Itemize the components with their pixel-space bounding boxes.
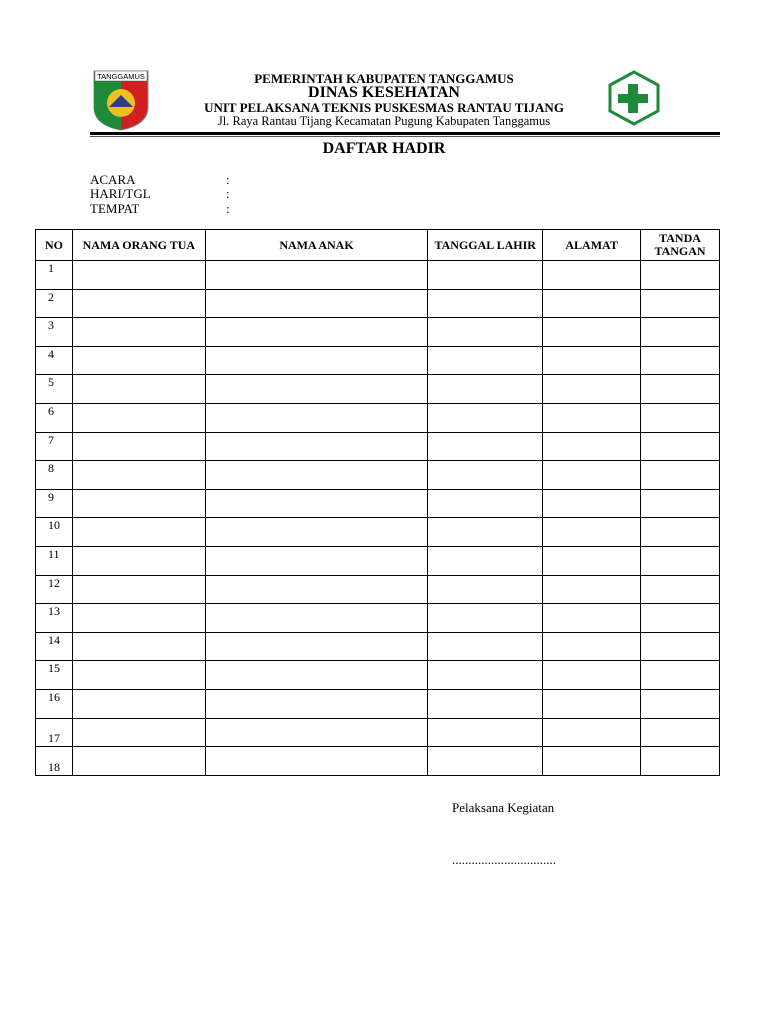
unit-name: UNIT PELAKSANA TEKNIS PUSKESMAS RANTAU TIJANG (204, 100, 564, 115)
row-number: 7 (36, 432, 73, 461)
blank-cell (543, 318, 641, 347)
blank-cell (641, 518, 720, 547)
blank-cell (72, 432, 205, 461)
blank-cell (428, 346, 543, 375)
blank-cell (205, 461, 428, 490)
row-number: 11 (36, 546, 73, 575)
blank-cell (641, 432, 720, 461)
column-header: ALAMAT (543, 230, 641, 261)
row-number: 14 (36, 632, 73, 661)
blank-cell (641, 632, 720, 661)
blank-cell (72, 689, 205, 718)
blank-cell (72, 604, 205, 633)
info-label-acara: ACARA (90, 172, 136, 187)
table-row (36, 661, 720, 690)
blank-cell (543, 289, 641, 318)
column-header: NAMA ANAK (205, 230, 428, 261)
blank-cell (205, 747, 428, 776)
row-number: 15 (36, 661, 73, 690)
blank-cell (543, 632, 641, 661)
info-colon: : (226, 201, 230, 216)
table-row (36, 518, 720, 547)
blank-cell (641, 575, 720, 604)
blank-cell (543, 661, 641, 690)
table-row (36, 718, 720, 747)
row-number: 4 (36, 346, 73, 375)
blank-cell (543, 546, 641, 575)
blank-cell (641, 375, 720, 404)
blank-cell (428, 661, 543, 690)
row-number: 17 (36, 718, 73, 747)
blank-cell (205, 689, 428, 718)
row-number: 1 (36, 261, 73, 290)
blank-cell (641, 604, 720, 633)
blank-cell (428, 432, 543, 461)
blank-cell (72, 261, 205, 290)
blank-cell (428, 261, 543, 290)
blank-cell (428, 375, 543, 404)
blank-cell (72, 489, 205, 518)
table-row (36, 403, 720, 432)
info-colon: : (226, 186, 230, 201)
blank-cell (641, 261, 720, 290)
table-row (36, 689, 720, 718)
row-number: 8 (36, 461, 73, 490)
table-row (36, 546, 720, 575)
blank-cell (72, 661, 205, 690)
blank-cell (428, 718, 543, 747)
blank-cell (428, 632, 543, 661)
blank-cell (72, 747, 205, 776)
table-row (36, 461, 720, 490)
organizer-label: Pelaksana Kegiatan (452, 800, 555, 815)
table-row (36, 261, 720, 290)
header-rule (90, 132, 720, 135)
blank-cell (72, 461, 205, 490)
blank-cell (205, 661, 428, 690)
agency-name: DINAS KESEHATAN (308, 84, 460, 101)
blank-cell (641, 318, 720, 347)
blank-cell (72, 318, 205, 347)
table-row (36, 575, 720, 604)
blank-cell (641, 747, 720, 776)
blank-cell (641, 346, 720, 375)
blank-cell (72, 518, 205, 547)
blank-cell (543, 689, 641, 718)
table-row (36, 346, 720, 375)
blank-cell (205, 318, 428, 347)
attendance-table (35, 229, 720, 776)
blank-cell (205, 403, 428, 432)
blank-cell (72, 632, 205, 661)
blank-cell (641, 546, 720, 575)
row-number: 5 (36, 375, 73, 404)
blank-cell (72, 718, 205, 747)
blank-cell (72, 575, 205, 604)
row-number: 6 (36, 403, 73, 432)
blank-cell (205, 432, 428, 461)
blank-cell (205, 261, 428, 290)
info-label-hari-tgl: HARI/TGL (90, 186, 151, 201)
blank-cell (428, 489, 543, 518)
column-header: NAMA ORANG TUA (72, 230, 205, 261)
blank-cell (543, 261, 641, 290)
blank-cell (428, 518, 543, 547)
row-number: 3 (36, 318, 73, 347)
blank-cell (543, 461, 641, 490)
blank-cell (205, 346, 428, 375)
table-row (36, 489, 720, 518)
blank-cell (205, 546, 428, 575)
blank-cell (72, 289, 205, 318)
column-header: TANDA TANGAN (641, 230, 720, 261)
blank-cell (428, 546, 543, 575)
row-number: 9 (36, 489, 73, 518)
blank-cell (543, 518, 641, 547)
blank-cell (428, 747, 543, 776)
column-header: NO (36, 230, 73, 261)
signature-line: ................................ (452, 852, 556, 867)
row-number: 2 (36, 289, 73, 318)
blank-cell (641, 661, 720, 690)
blank-cell (428, 689, 543, 718)
blank-cell (205, 604, 428, 633)
column-header: TANGGAL LAHIR (428, 230, 543, 261)
info-colon: : (226, 172, 230, 187)
blank-cell (543, 346, 641, 375)
blank-cell (543, 747, 641, 776)
row-number: 12 (36, 575, 73, 604)
blank-cell (205, 632, 428, 661)
blank-cell (205, 718, 428, 747)
blank-cell (641, 489, 720, 518)
blank-cell (205, 289, 428, 318)
blank-cell (428, 403, 543, 432)
table-row (36, 289, 720, 318)
row-number: 18 (36, 747, 73, 776)
address: Jl. Raya Rantau Tijang Kecamatan Pugung Kabupaten Tanggamus (217, 114, 551, 128)
table-row (36, 432, 720, 461)
blank-cell (72, 546, 205, 575)
blank-cell (641, 289, 720, 318)
table-row (36, 747, 720, 776)
form-title: DAFTAR HADIR (322, 140, 446, 157)
blank-cell (543, 432, 641, 461)
blank-cell (205, 575, 428, 604)
blank-cell (428, 604, 543, 633)
blank-cell (641, 461, 720, 490)
blank-cell (428, 575, 543, 604)
blank-cell (543, 575, 641, 604)
table-row (36, 604, 720, 633)
svg-text:TANGGAMUS: TANGGAMUS (97, 72, 145, 81)
blank-cell (543, 718, 641, 747)
row-number: 13 (36, 604, 73, 633)
blank-cell (641, 718, 720, 747)
blank-cell (72, 375, 205, 404)
blank-cell (205, 375, 428, 404)
blank-cell (72, 403, 205, 432)
blank-cell (641, 689, 720, 718)
blank-cell (205, 518, 428, 547)
row-number: 10 (36, 518, 73, 547)
blank-cell (543, 375, 641, 404)
blank-cell (205, 489, 428, 518)
header-rule-thin (90, 136, 720, 137)
blank-cell (72, 346, 205, 375)
blank-cell (641, 403, 720, 432)
info-label-tempat: TEMPAT (90, 201, 140, 216)
row-number: 16 (36, 689, 73, 718)
table-row (36, 632, 720, 661)
blank-cell (428, 289, 543, 318)
blank-cell (543, 489, 641, 518)
blank-cell (543, 403, 641, 432)
blank-cell (428, 461, 543, 490)
blank-cell (543, 604, 641, 633)
blank-cell (428, 318, 543, 347)
gov-name: PEMERINTAH KABUPATEN TANGGAMUS (254, 71, 514, 86)
table-row (36, 375, 720, 404)
table-row (36, 318, 720, 347)
